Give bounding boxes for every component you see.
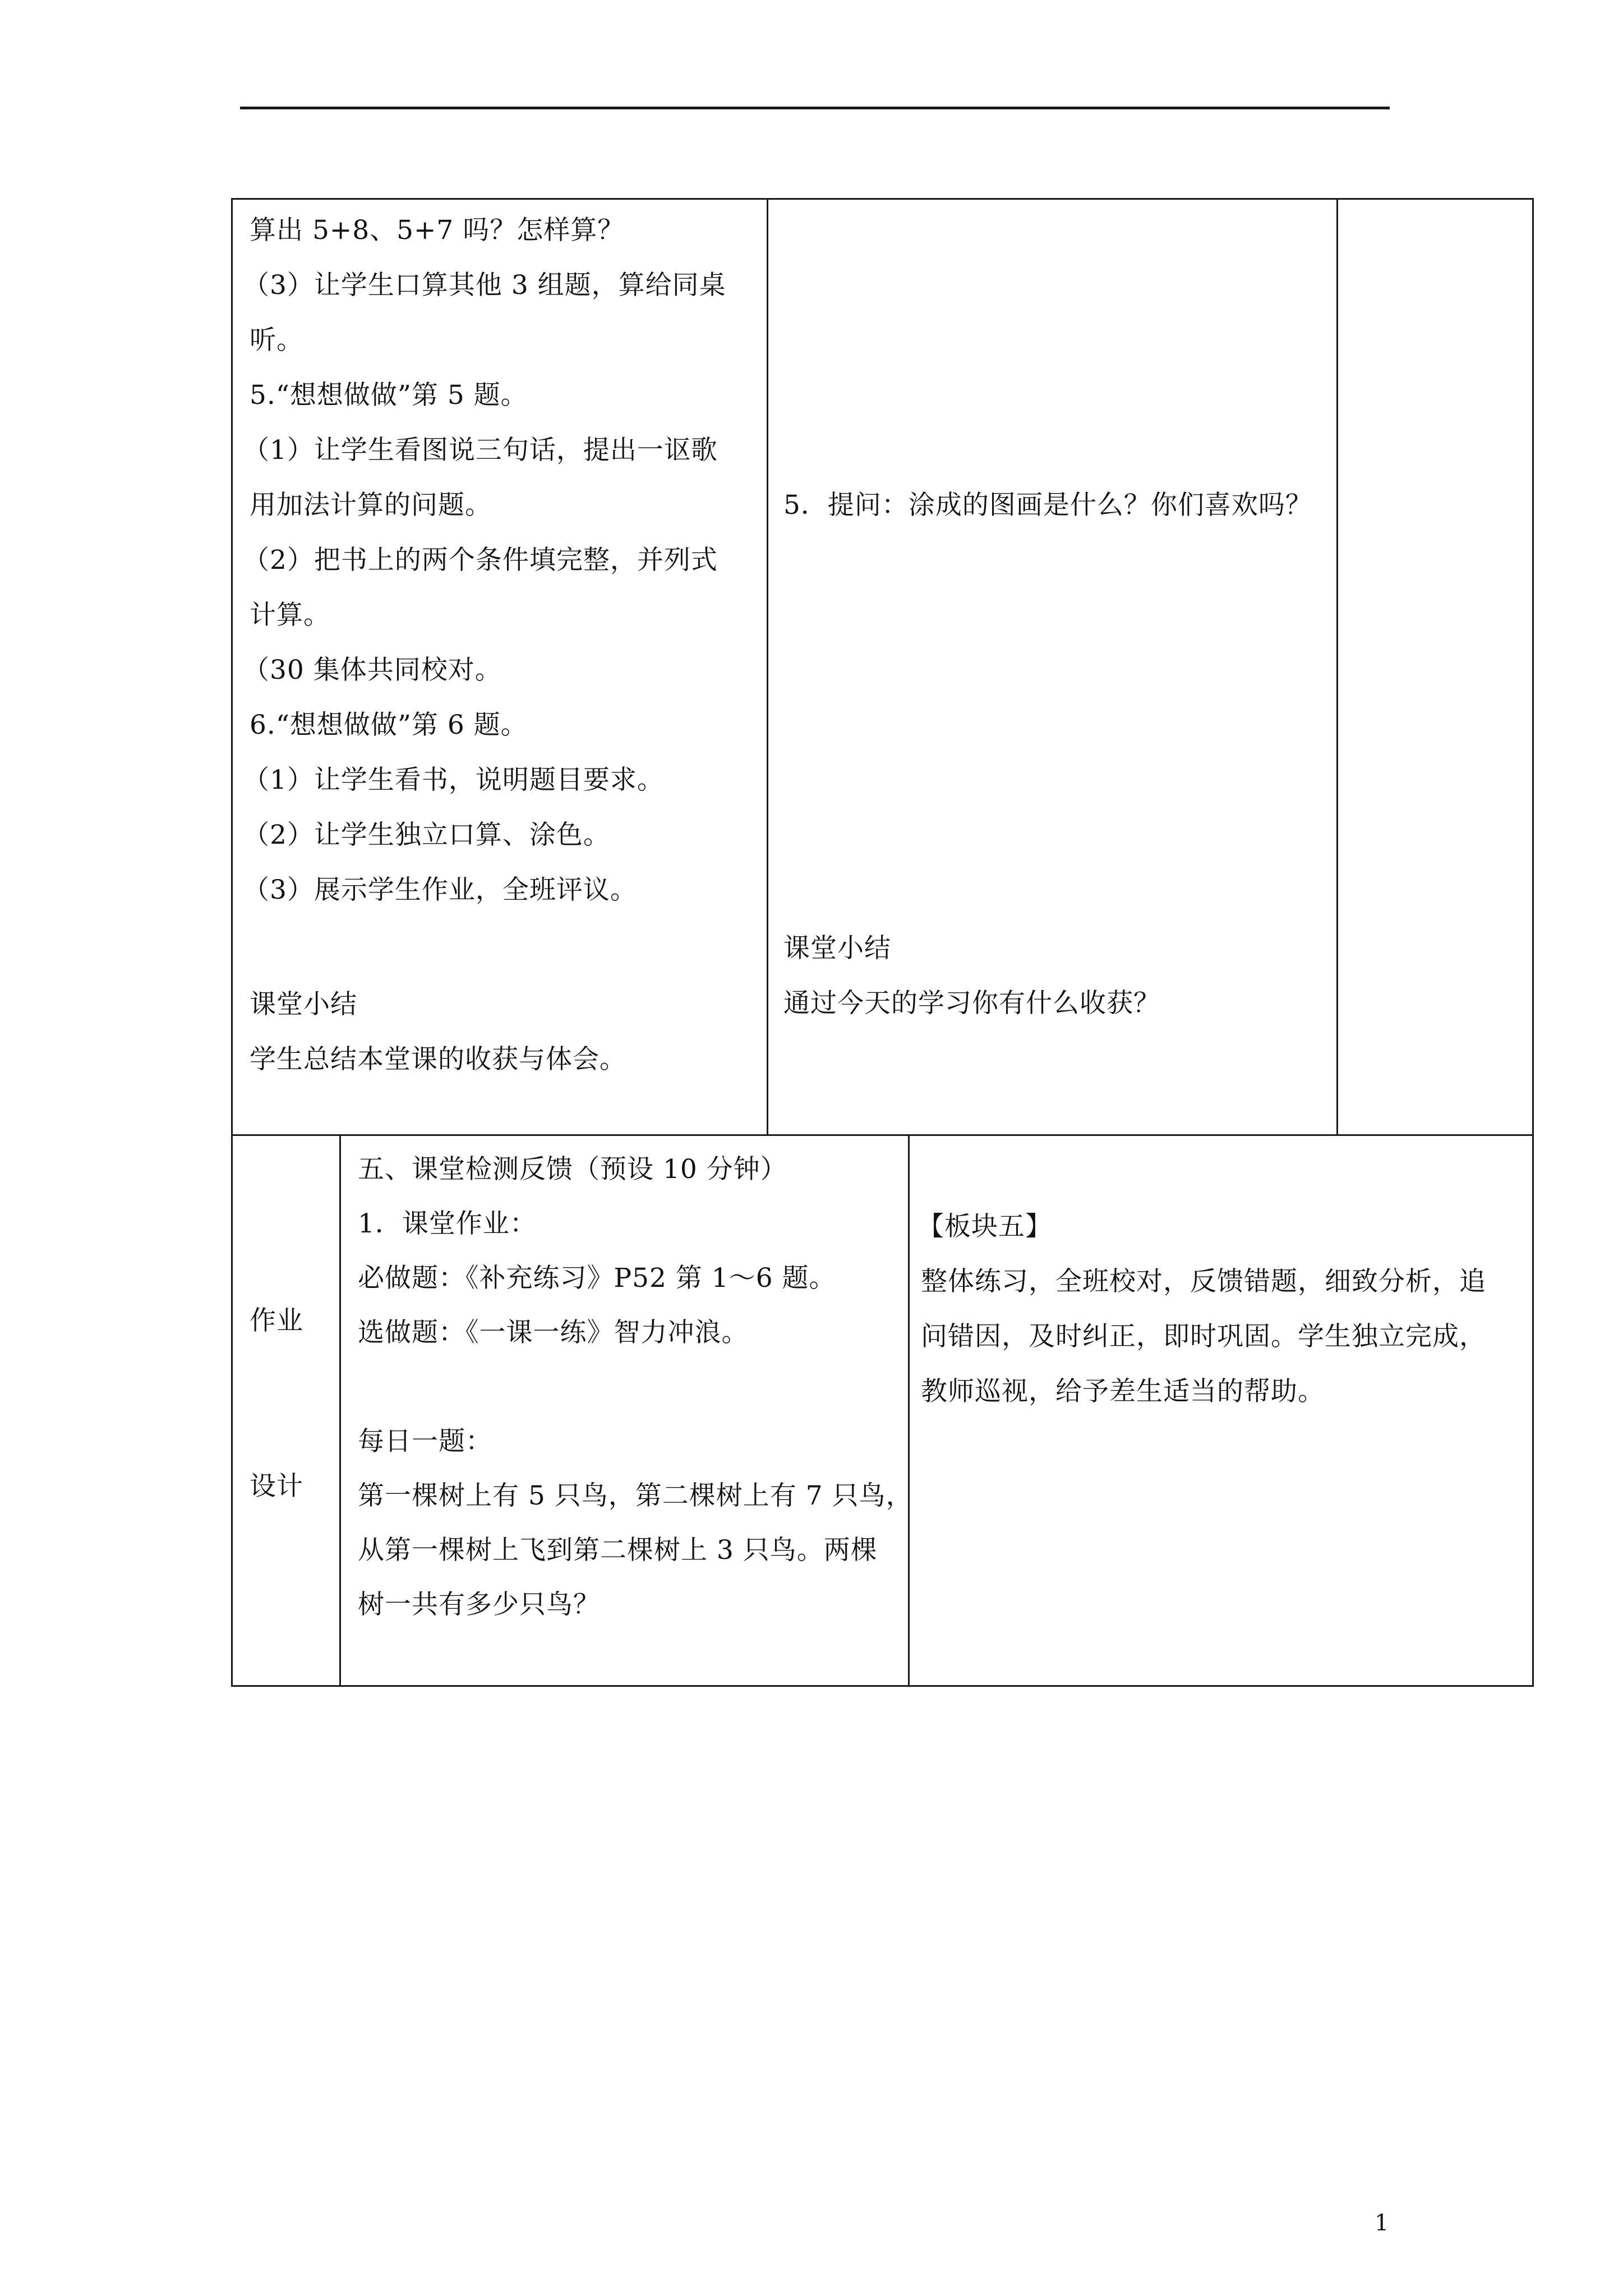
homework-line: 1．课堂作业： <box>358 1208 537 1239</box>
section-line: 问错因，及时纠正，即时巩固。学生独立完成， <box>921 1321 1486 1352</box>
homework-line: 树一共有多少只鸟？ <box>358 1589 600 1620</box>
section-title: 【板块五】 <box>917 1211 1052 1242</box>
section-notes-cell <box>910 1136 1532 1685</box>
teacher-question: 5．提问：涂成的图画是什么？你们喜欢吗？ <box>783 490 1312 521</box>
activity-line: 计算。 <box>250 600 330 631</box>
activity-line: 学生总结本堂课的收获与体会。 <box>250 1044 626 1075</box>
activity-line: 听。 <box>250 325 303 356</box>
homework-line: 必做题：《补充练习》P52 第 1～6 题。 <box>358 1263 836 1294</box>
homework-label-cell <box>233 1136 341 1685</box>
header-rule <box>240 107 1390 109</box>
label-homework: 作业 <box>250 1305 303 1336</box>
lesson-table-lower <box>231 1134 1534 1687</box>
section-line: 教师巡视，给予差生适当的帮助。 <box>921 1376 1325 1407</box>
activity-line: （1）让学生看图说三句话，提出一讴歌 <box>243 435 718 466</box>
homework-line: 每日一题： <box>358 1426 492 1457</box>
homework-line: 从第一棵树上飞到第二棵树上 3 只鸟。两棵 <box>358 1535 878 1566</box>
activity-line: （30 集体共同校对。 <box>243 655 502 685</box>
lesson-table-upper <box>231 198 1534 1136</box>
activity-line: （2）让学生独立口算、涂色。 <box>243 820 610 850</box>
teacher-guidance-cell <box>768 200 1338 1134</box>
homework-content-cell <box>341 1136 913 1685</box>
summary-heading: 课堂小结 <box>783 933 891 964</box>
activity-line: 用加法计算的问题。 <box>250 490 492 521</box>
page-number: 1 <box>1375 2210 1389 2236</box>
summary-question: 通过今天的学习你有什么收获？ <box>783 988 1160 1019</box>
student-activities-cell <box>233 200 768 1134</box>
activity-line: （3）展示学生作业，全班评议。 <box>243 875 637 905</box>
activity-line: 6.“想想做做”第 6 题。 <box>250 710 528 740</box>
notes-cell <box>1338 200 1532 1134</box>
homework-line: 第一棵树上有 5 只鸟，第二棵树上有 7 只鸟， <box>358 1480 913 1511</box>
activity-line: （2）把书上的两个条件填完整，并列式 <box>243 545 718 576</box>
activity-line: （3）让学生口算其他 3 组题，算给同桌 <box>243 270 726 301</box>
summary-heading: 课堂小结 <box>250 989 357 1020</box>
homework-line: 选做题：《一课一练》智力冲浪。 <box>358 1317 749 1348</box>
activity-line: 5.“想想做做”第 5 题。 <box>250 380 528 411</box>
homework-line: 五、课堂检测反馈（预设 10 分钟） <box>358 1154 787 1185</box>
activity-line: 算出 5+8、5+7 吗？怎样算？ <box>250 215 625 246</box>
section-line: 整体练习，全班校对，反馈错题，细致分析，追 <box>921 1266 1486 1297</box>
activity-line: （1）让学生看书，说明题目要求。 <box>243 765 664 795</box>
label-design: 设计 <box>250 1471 303 1502</box>
